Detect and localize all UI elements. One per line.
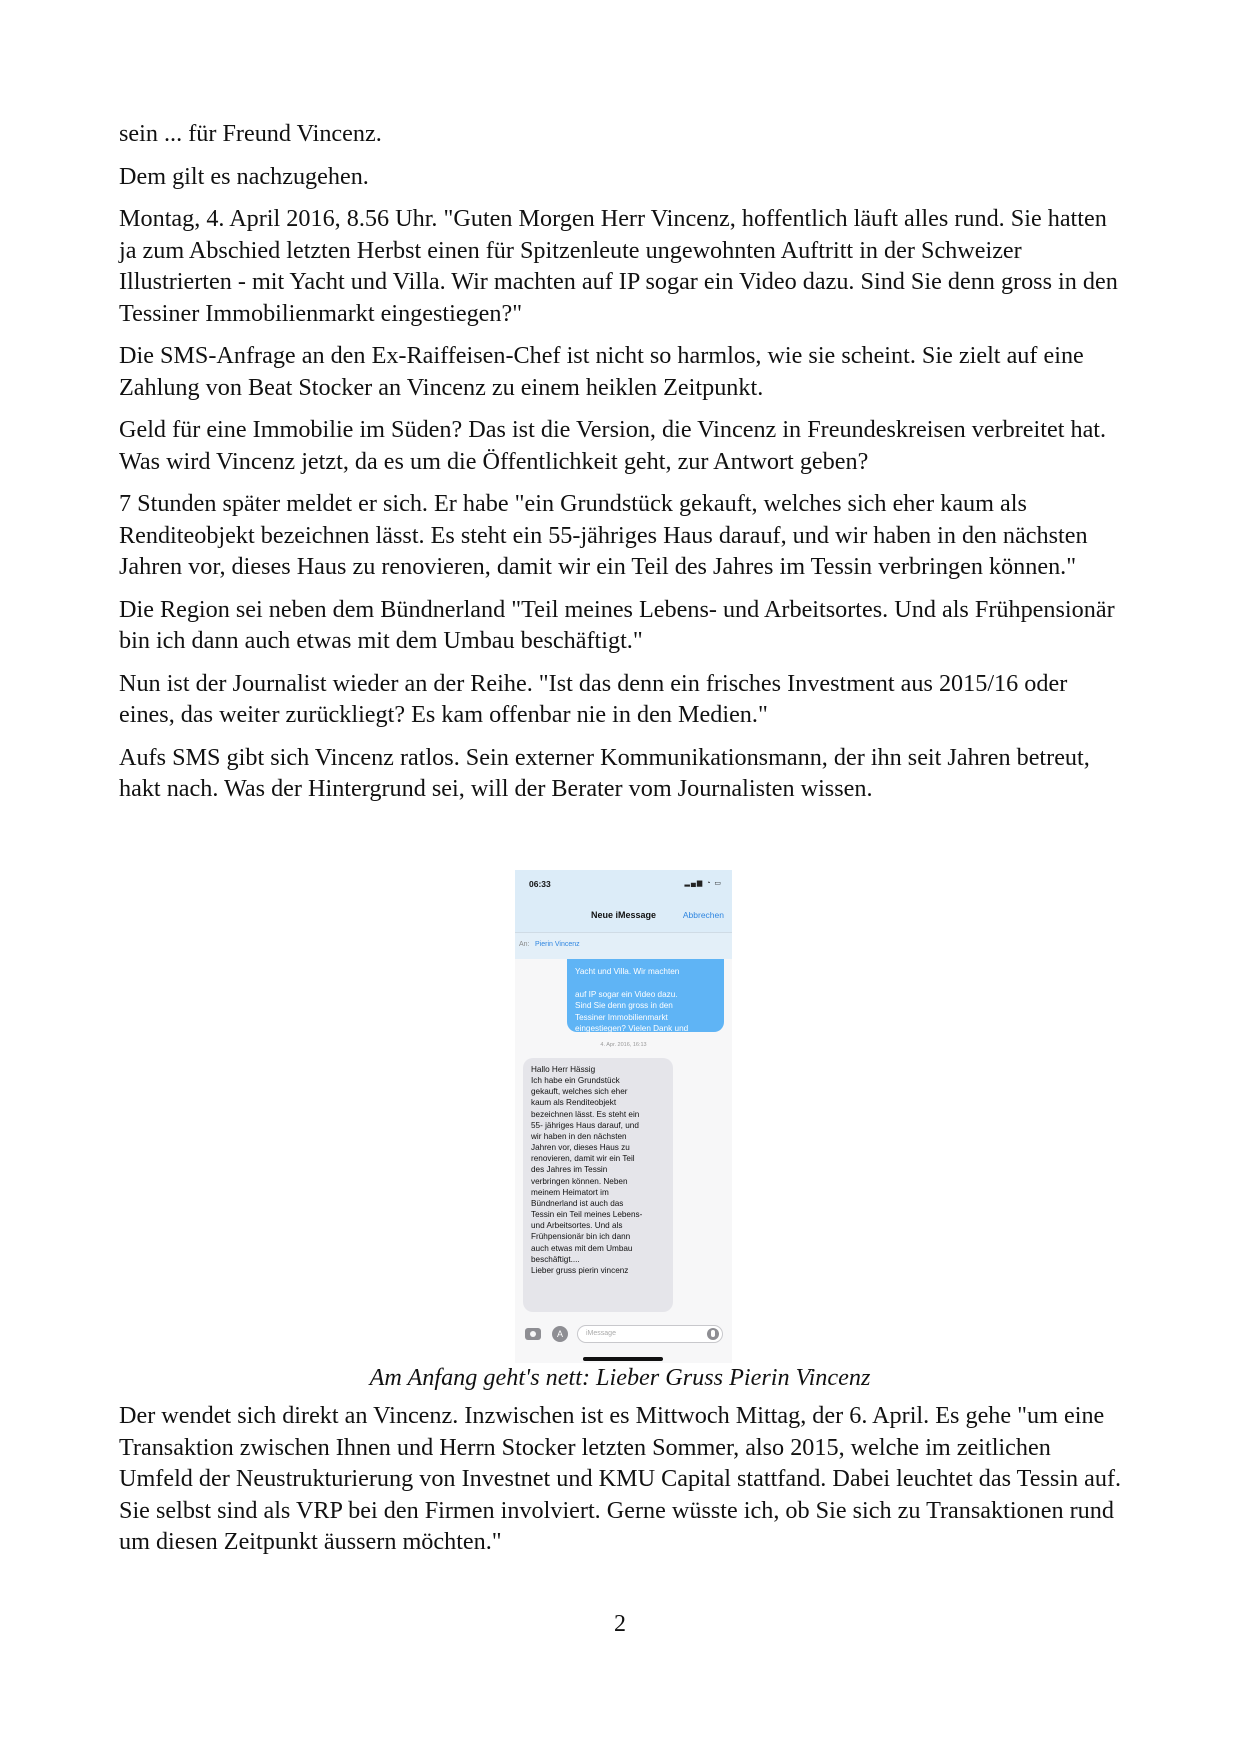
imessage-input[interactable]	[577, 1325, 723, 1343]
incoming-message: Hallo Herr Hässig Ich habe ein Grundstück gekauft, welches sich eher kaum als Renditeobjekt bezeichnen lässt. Es steht ein 55- jähriges Haus darauf, und wir haben in den nächsten Jahren vor, dieses Haus zu renovieren, damit wir ein Teil des Jahres im Tessin verbringen können. Neben meinem Heimatort im Bündnerland ist auch das Tessin ein Teil meines Lebens- und Arbeitsortes. Und als Frühpensionär bin ich dann auch etwas mit dem Umbau beschäftigt.... Lieber gruss pierin vincenz	[523, 1058, 673, 1312]
paragraph: Der wendet sich direkt an Vincenz. Inzwischen ist es Mittwoch Mittag, der 6. April. Es gehe "um eine Transaktion zwischen Ihnen und Herrn Stocker letzten Sommer, also 2015, welche im zeitlichen Umfeld der Neustrukturierung von Investnet und KMU Capital stattfand. Dabei leuchtet das Tessin auf. Sie selbst sind als VRP bei den Firmen involviert. Gerne wüsste ich, ob Sie sich zu Transaktionen rund um diesen Zeitpunkt äussern möchten."	[119, 1402, 1122, 1555]
status-time: 06:33	[529, 879, 551, 889]
outgoing-message	[567, 959, 724, 1032]
message-input-bar	[515, 1316, 732, 1363]
microphone-icon[interactable]	[707, 1328, 719, 1340]
nav-title: Neue iMessage	[590, 910, 657, 920]
article-body-bottom	[119, 1400, 1129, 1558]
paragraph: Die Region sei neben dem Bündnerland "Teil meines Lebens- und Arbeitsortes. Und als Frühpensionär bin ich dann auch etwas mit dem Umbau beschäftigt."	[119, 595, 1115, 654]
message-nav-bar	[515, 896, 732, 932]
imessage-placeholder: iMessage	[586, 1330, 616, 1337]
signal-wifi-battery-icon: ▂▄▆ ◔ ▭	[684, 880, 722, 887]
page-number: 2	[614, 1611, 626, 1637]
paragraph: Montag, 4. April 2016, 8.56 Uhr. "Guten Morgen Herr Vincenz, hoffentlich läuft alles rund. Sie hatten ja zum Abschied letzten Herbst einen für Spitzenleute ungewohnten Auftritt in der Schweizer Illustrierten - mit Yacht und Villa. Wir machten auf IP sogar ein Video dazu. Sind Sie denn gross in den Tessiner Immobilienmarkt eingestiegen?"	[119, 205, 1118, 327]
image-caption: Am Anfang geht's nett: Lieber Gruss Pierin Vincenz	[369, 1364, 871, 1391]
recipient-field[interactable]	[515, 932, 732, 959]
paragraph: sein ... für Freund Vincenz.	[119, 120, 382, 147]
status-bar	[515, 870, 732, 896]
paragraph: Nun ist der Journalist wieder an der Reihe. "Ist das denn ein frisches Investment aus 2015/16 oder eines, das weiter zurückliegt? Es kam offenbar nie in den Medien."	[119, 669, 1068, 728]
app-store-icon[interactable]: A	[552, 1326, 568, 1342]
sms-screenshot	[515, 870, 732, 1363]
to-label: An:	[519, 941, 530, 948]
home-indicator	[583, 1357, 663, 1361]
camera-icon[interactable]	[525, 1328, 541, 1340]
article-body-top	[119, 118, 1129, 816]
paragraph: Geld für eine Immobilie im Süden? Das ist die Version, die Vincenz in Freundeskreisen verbreitet hat. Was wird Vincenz jetzt, da es um die Öffentlichkeit geht, zur Antwort geben?	[119, 416, 1107, 475]
paragraph: 7 Stunden später meldet er sich. Er habe "ein Grundstück gekauft, welches sich eher kaum als Renditeobjekt bezeichnen lässt. Es steht ein 55-jähriges Haus darauf, und wir haben in den nächsten Jahren vor, dieses Haus zu renovieren, damit wir ein Teil des Jahres im Tessin verbringen können."	[119, 490, 1088, 580]
outgoing-message-text: auf IP sogar ein Video dazu. Sind Sie denn gross in den Tessiner Immobilienmarkt eingestiegen? Vielen Dank und	[575, 989, 689, 1032]
paragraph: Aufs SMS gibt sich Vincenz ratlos. Sein externer Kommunikationsmann, der ihn seit Jahren betreut, hakt nach. Was der Hintergrund sei, will der Berater vom Journalisten wissen.	[119, 743, 1090, 802]
message-timestamp: 4. Apr. 2016, 16:13	[600, 1042, 647, 1048]
paragraph: Dem gilt es nachzugehen.	[119, 162, 369, 190]
cancel-button[interactable]: Abbrechen	[682, 910, 724, 920]
outgoing-message-cut-line: Yacht und Villa. Wir machten	[575, 966, 680, 976]
paragraph: Die SMS-Anfrage an den Ex-Raiffeisen-Chef ist nicht so harmlos, wie sie scheint. Sie zielt auf eine Zahlung von Beat Stocker an Vincenz zu einem heiklen Zeitpunkt.	[119, 342, 1084, 401]
recipient-name: Pierin Vincenz	[535, 941, 580, 948]
